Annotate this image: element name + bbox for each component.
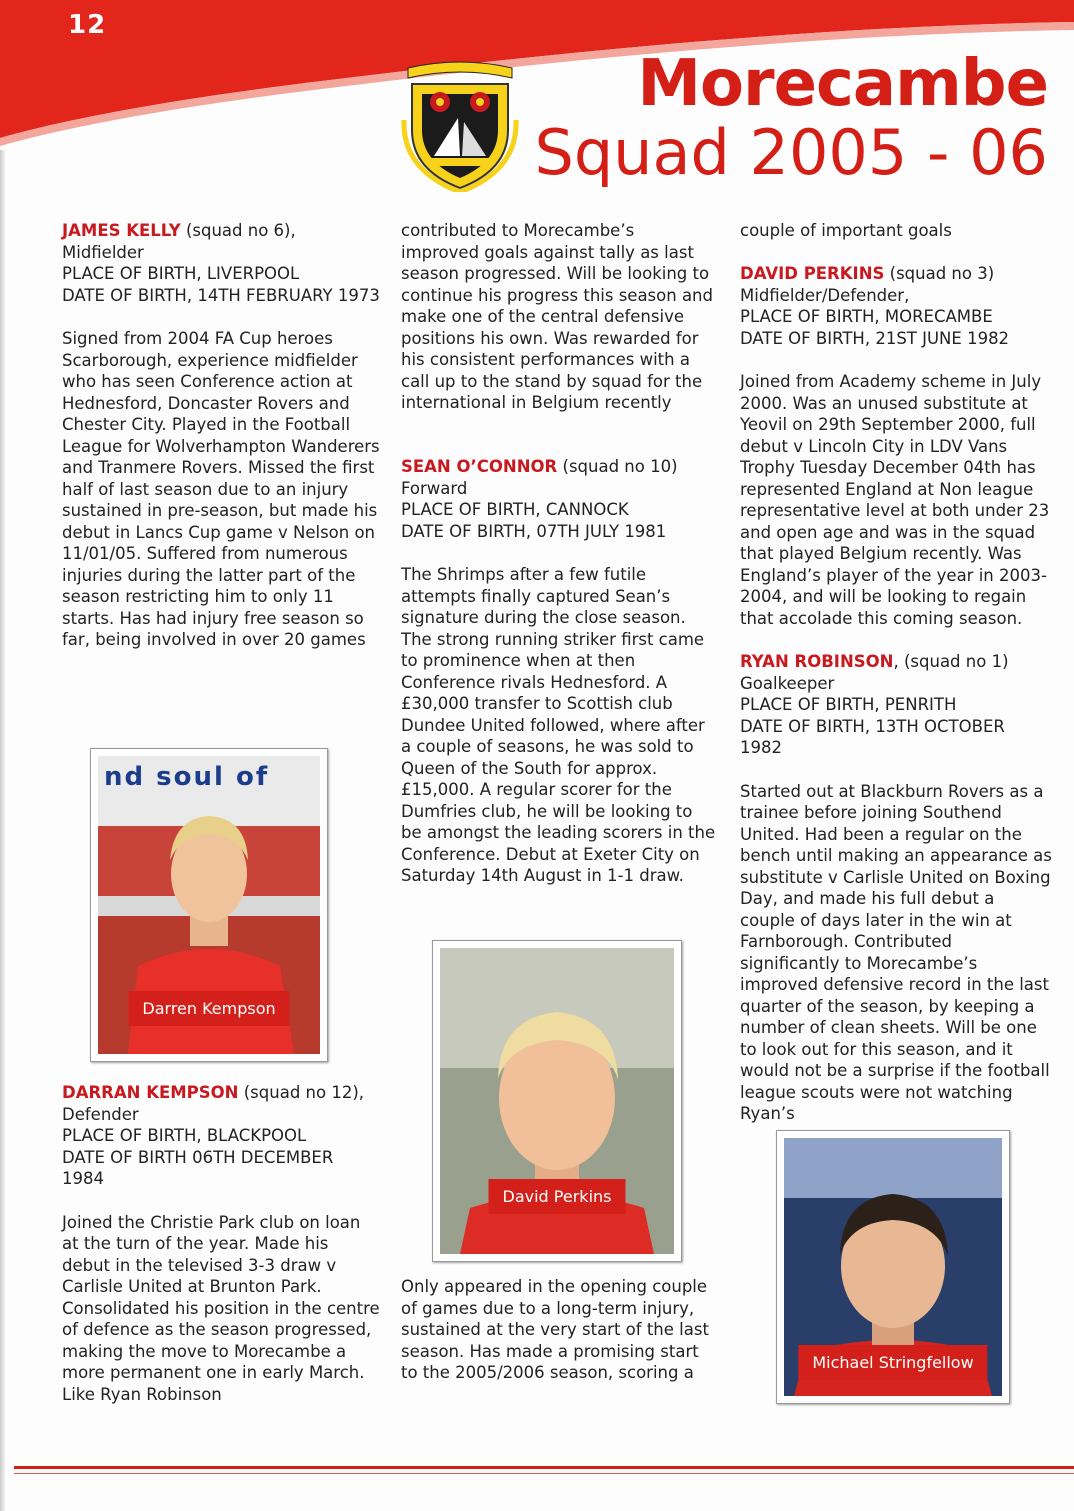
page-title: Morecambe (637, 47, 1048, 121)
player-name: SEAN O’CONNOR (401, 457, 558, 476)
player-squad-no: , (squad no 1) (893, 652, 1009, 671)
club-crest-icon (400, 60, 520, 192)
player-squad-no: (squad no 3) (884, 264, 995, 283)
player-photo-stringfellow (776, 1130, 1010, 1404)
column-2-middle (401, 456, 717, 887)
bottom-rule (14, 1466, 1074, 1469)
bottom-rule-thin (14, 1473, 1074, 1474)
column-3-perkins (740, 263, 1052, 629)
player-name: DARRAN KEMPSON (62, 1083, 239, 1102)
player-detail: DATE OF BIRTH, 13TH OCTOBER 1982 (740, 716, 1005, 757)
photo-background-text: nd soul of (104, 762, 270, 792)
player-detail: PLACE OF BIRTH, PENRITH (740, 695, 957, 714)
player-detail: PLACE OF BIRTH, BLACKPOOL (62, 1126, 307, 1145)
page-binding-edge (0, 150, 6, 1511)
bio-continuation: contributed to Morecambe’s improved goals against tally as last season progressed. Will be looking to continue his progress this season and make one of the central defensive positions his own. Was rewarded for his consistent performances with a call up to the stand by squad for the international in Belgium recently (401, 221, 713, 412)
player-bio: Started out at Blackburn Rovers as a trainee before joining Southend United. Had been a regular on the bench until making an appearance as substitute v Carlisle United on Boxing Day, and made his full debut a couple of days later in the win at Farnborough. Contributed significantly to Morecambe’s improved defensive record in the last quarter of the season, by keeping a number of clean sheets. Will be one to look out for this season, and it would not be a surprise if the football league scouts were not watching Ryan’s (740, 781, 1052, 1123)
player-detail: DATE OF BIRTH 06TH DECEMBER 1984 (62, 1147, 334, 1188)
column-2-lower (401, 1276, 717, 1384)
photo-caption: David Perkins (489, 1179, 626, 1214)
player-squad-no: (squad no 6), Midfielder (62, 221, 296, 262)
page-subtitle: Squad 2005 - 06 (534, 116, 1048, 189)
column-3 (740, 220, 1052, 242)
page-number: 12 (68, 10, 107, 40)
player-detail: Midfielder/Defender, (740, 285, 910, 305)
player-name: RYAN ROBINSON (740, 652, 894, 671)
player-photo-perkins (432, 940, 682, 1262)
player-detail: PLACE OF BIRTH, MORECAMBE (740, 307, 993, 326)
player-detail: Defender (62, 1104, 139, 1124)
player-squad-no: (squad no 12), (238, 1083, 365, 1102)
player-detail: PLACE OF BIRTH, CANNOCK (401, 500, 629, 519)
photo-caption: Darren Kempson (128, 991, 289, 1026)
player-name: DAVID PERKINS (740, 264, 885, 283)
player-bio: Joined the Christie Park club on loan at the turn of the year. Made his debut in the televised 3-3 draw v Carlisle United at Brunton Park. Consolidated his position in the centre of defence as the season progressed, making the move to Morecambe a more permanent one in early March. Like Ryan Robinson (62, 1212, 380, 1404)
player-squad-no: (squad no 10) (557, 457, 678, 476)
player-detail: PLACE OF BIRTH, LIVERPOOL (62, 264, 300, 283)
column-2 (401, 220, 717, 414)
player-detail: DATE OF BIRTH, 14TH FEBRUARY 1973 (62, 285, 380, 305)
player-bio: Joined from Academy scheme in July 2000. Was an unused substitute at Yeovil on 29th September 2000, full debut v Lincoln City in LDV Vans Trophy Tuesday December 04th has represented England at Non league representative level at both under 23 and open age and was in the squad that played Belgium recently. Was England’s player of the year in 2003-2004, and will be looking to regain that accolade this coming season. (740, 372, 1050, 628)
column-1-lower (62, 1082, 380, 1405)
player-detail: DATE OF BIRTH, 07TH JULY 1981 (401, 521, 667, 541)
player-bio: The Shrimps after a few futile attempts finally captured Sean’s signature during the close season. The strong running striker first came to prominence when at then Conference rivals Hednesford. A £30,000 transfer to Scottish club Dundee United followed, where after a couple of seasons, he was sold to Queen of the South for approx. £15,000. A regular scorer for the Dumfries club, he will be looking to be amongst the leading scorers in the Conference. Debut at Exeter City on Saturday 14th August in 1-1 draw. (401, 565, 716, 885)
bio-continuation: Only appeared in the opening couple of games due to a long-term injury, sustained at the very start of the last season. Has made a promising start to the 2005/2006 season, scoring a (401, 1277, 709, 1382)
player-photo-kempson (90, 748, 328, 1062)
player-heading (62, 1082, 380, 1104)
column-3-robinson (740, 651, 1052, 1125)
player-heading (401, 456, 717, 478)
player-heading (740, 263, 1052, 285)
player-detail: Forward (401, 478, 468, 498)
player-detail: Goalkeeper (740, 673, 835, 693)
bio-continuation: couple of important goals (740, 221, 952, 240)
photo-caption: Michael Stringfellow (798, 1345, 987, 1380)
player-name: JAMES KELLY (62, 221, 181, 240)
player-bio: Signed from 2004 FA Cup heroes Scarborough, experience midfielder who has seen Conference action at Hednesford, Doncaster Rovers and Chester City. Played in the Football League for Wolverhampton Wanderers and Tranmere Rovers. Missed the first half of last season due to an injury sustained in pre-season, but made his debut in Lancs Cup game v Nelson on 11/01/05. Suffered from numerous injuries during the latter part of the season restricting him to only 11 starts. Has had injury free season so far, being involved in over 20 games (62, 329, 380, 649)
column-1 (62, 220, 380, 651)
player-heading (740, 651, 1052, 673)
player-heading (62, 220, 380, 263)
player-detail: DATE OF BIRTH, 21ST JUNE 1982 (740, 328, 1010, 348)
